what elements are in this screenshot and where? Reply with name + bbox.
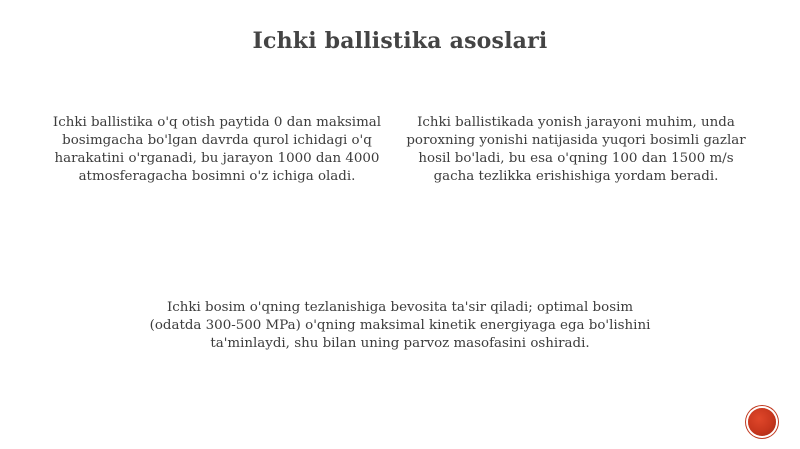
paragraph-left: Ichki ballistika o'q otish paytida 0 dan maksimal bosimgacha bo'lgan davrda qurol ichidagi o'q harakatini o'rganadi, bu jarayon 1000 dan 4000 atmosferagacha bosimni o'z ichiga oladi. [52,115,382,184]
slide-title: Ichki ballistika asoslari [252,28,548,54]
paragraph-right: Ichki ballistikada yonish jarayoni muhim, unda poroxning yonishi natijasida yuqori bosimli gazlar hosil bo'ladi, bu esa o'qning 100 dan 1500 m/s gacha tezlikka erishishiga yordam beradi. [406,115,746,184]
paragraph-bottom: Ichki bosim o'qning tezlanishiga bevosita ta'sir qiladi; optimal bosim (odatda 300-500 MPa) o'qning maksimal kinetik energiyaga ega bo'lishini ta'minlaydi, shu bilan uning parvoz masofasini oshiradi. [149,300,651,351]
circle-button-icon[interactable] [748,408,776,436]
